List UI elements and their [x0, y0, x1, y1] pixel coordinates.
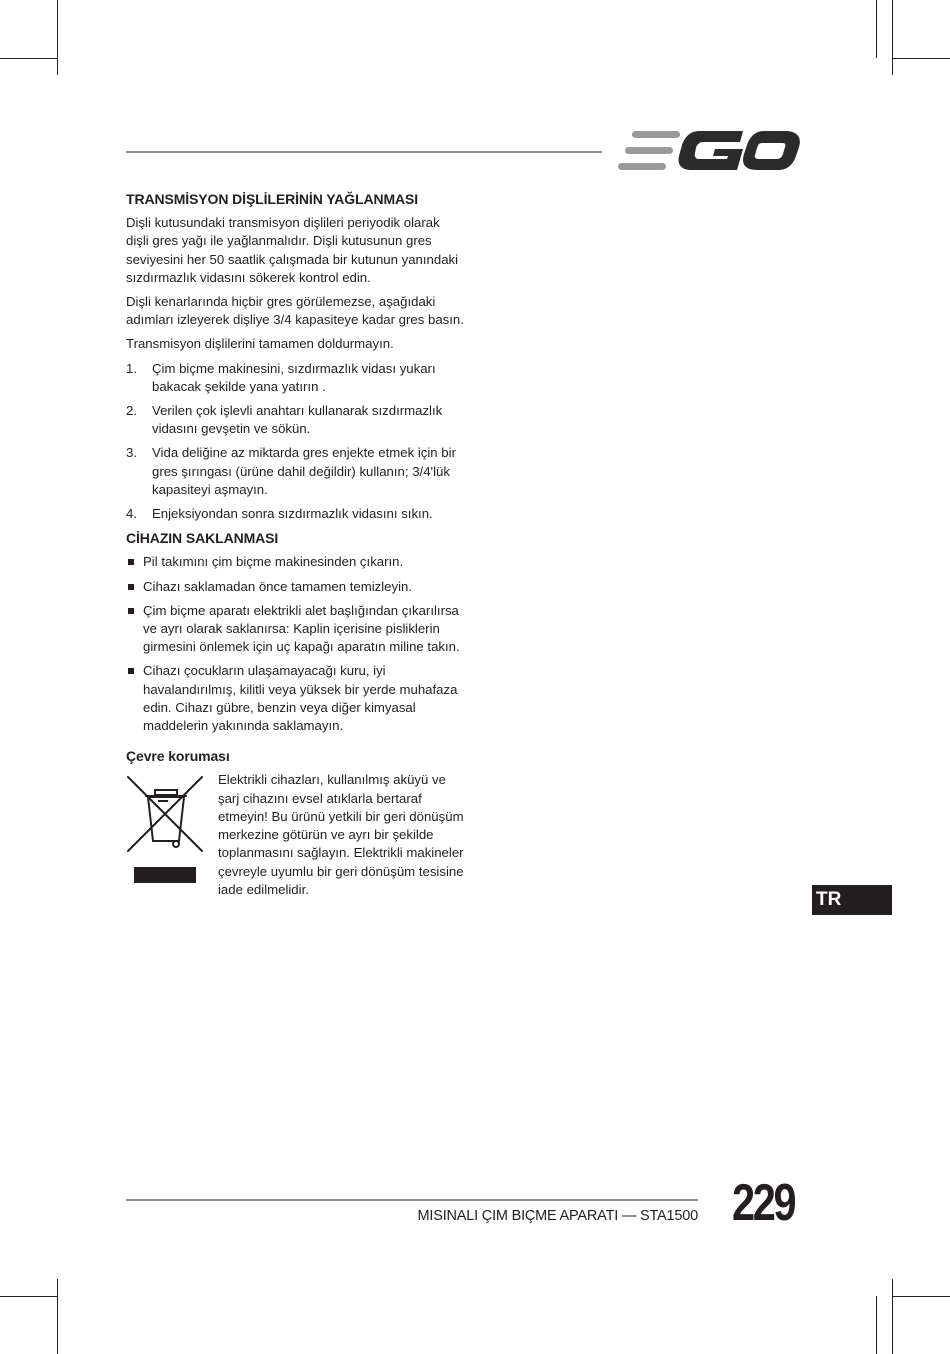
page-number: 229 [732, 1174, 795, 1232]
list-item [126, 444, 466, 499]
paragraph: Dişli kenarlarında hiçbir gres görülemezse, aşağıdaki adımları izleyerek dişliye 3/4 kapasiteye kadar gres basın. [126, 294, 464, 328]
step-number: 3. [126, 445, 137, 461]
list-item [126, 578, 466, 596]
bullet-square-icon [128, 559, 134, 565]
bullet-square-icon [128, 668, 134, 674]
step-text: Vida deliğine az miktarda gres enjekte etmek için bir gres şırıngası (ürüne dahil değildir) kullanın; 3/4'lük kapasiteyi aşmayın. [152, 445, 456, 497]
step-text: Çim biçme makinesini, sızdırmazlık vidası yukarı bakacak şekilde yana yatırın . [152, 360, 436, 394]
ego-logo [617, 129, 801, 173]
storage-bullets [126, 553, 466, 735]
environment-block [126, 771, 466, 898]
crop-mark [876, 0, 877, 58]
bullet-text: Pil takımını çim biçme makinesinden çıkarın. [143, 554, 404, 570]
crossed-out-wheelie-bin-icon [126, 771, 218, 898]
footer-product-title: MISINALI ÇIM BIÇME APARATI — STA1500 [417, 1208, 698, 1224]
logo-letter-e [618, 131, 680, 170]
crop-mark [0, 58, 58, 59]
crop-mark [0, 1296, 58, 1297]
crop-mark [57, 1279, 58, 1354]
list-item [126, 553, 466, 571]
section-heading-environment: Çevre koruması [126, 748, 230, 765]
logo-letters-go [679, 131, 800, 170]
step-number: 4. [126, 506, 137, 522]
header-rule [126, 151, 602, 153]
step-text: Enjeksiyondan sonra sızdırmazlık vidasını sıkın. [152, 506, 433, 522]
section-heading-storage: CİHAZIN SAKLANMASI [126, 530, 279, 547]
main-content [126, 190, 466, 899]
list-item [126, 360, 466, 396]
list-item [126, 505, 466, 523]
bullet-square-icon [128, 584, 134, 590]
language-tab: TR [812, 885, 892, 915]
bullet-text: Cihazı çocukların ulaşamayacağı kuru, iyi havalandırılmış, kilitli veya yüksek bir yerde muhafaza edin. Cihazı gübre, benzin veya diğer kimyasal maddelerin yakınında saklamayın. [143, 663, 458, 734]
list-item [126, 662, 466, 735]
section-heading-lubrication: TRANSMİSYON DİŞLİLERİNİN YAĞLANMASI [126, 191, 419, 207]
lubrication-steps [126, 360, 466, 524]
step-number: 2. [126, 403, 137, 419]
crop-mark [892, 1279, 893, 1354]
footer-rule [126, 1199, 698, 1201]
bullet-square-icon [128, 608, 134, 614]
crop-mark [892, 0, 893, 75]
crop-mark [876, 1296, 877, 1354]
environment-text: Elektrikli cihazları, kullanılmış aküyü ve şarj cihazını evsel atıklarla bertaraf etmeyin! Bu ürünü yetkili bir geri dönüşüm merkezine götürün ve ayrı bir şekilde toplanmasını sağlayın. Elektrikli makineler çevreyle uyumlu bir geri dönüşüm tesisine iade edilmelidir. [218, 772, 464, 897]
crop-mark [892, 58, 950, 59]
bullet-text: Cihazı saklamadan önce tamamen temizleyin. [143, 578, 413, 594]
crop-mark [57, 0, 58, 75]
crop-mark [892, 1296, 950, 1297]
step-text: Verilen çok işlevli anahtarı kullanarak sızdırmazlık vidasını gevşetin ve sökün. [152, 403, 443, 437]
list-item [126, 602, 466, 657]
bullet-text: Çim biçme aparatı elektrikli alet başlığından çıkarılırsa ve ayrı olarak saklanırsa: Kaplin içerisine pisliklerin girmesini önlemek için uç kapağı aparatın miline takın. [143, 602, 460, 655]
step-number: 1. [126, 360, 137, 376]
paragraph: Dişli kutusundaki transmisyon dişlileri periyodik olarak dişli gres yağı ile yağlanmalıdır. Dişli kutusunun gres seviyesini her 50 saatlik çalışmada bir kutunun yanındaki sızdırmazlık vidasını sökerek kontrol edin. [126, 215, 459, 285]
paragraph: Transmisyon dişlilerini tamamen doldurmayın. [126, 336, 394, 352]
list-item [126, 402, 466, 438]
